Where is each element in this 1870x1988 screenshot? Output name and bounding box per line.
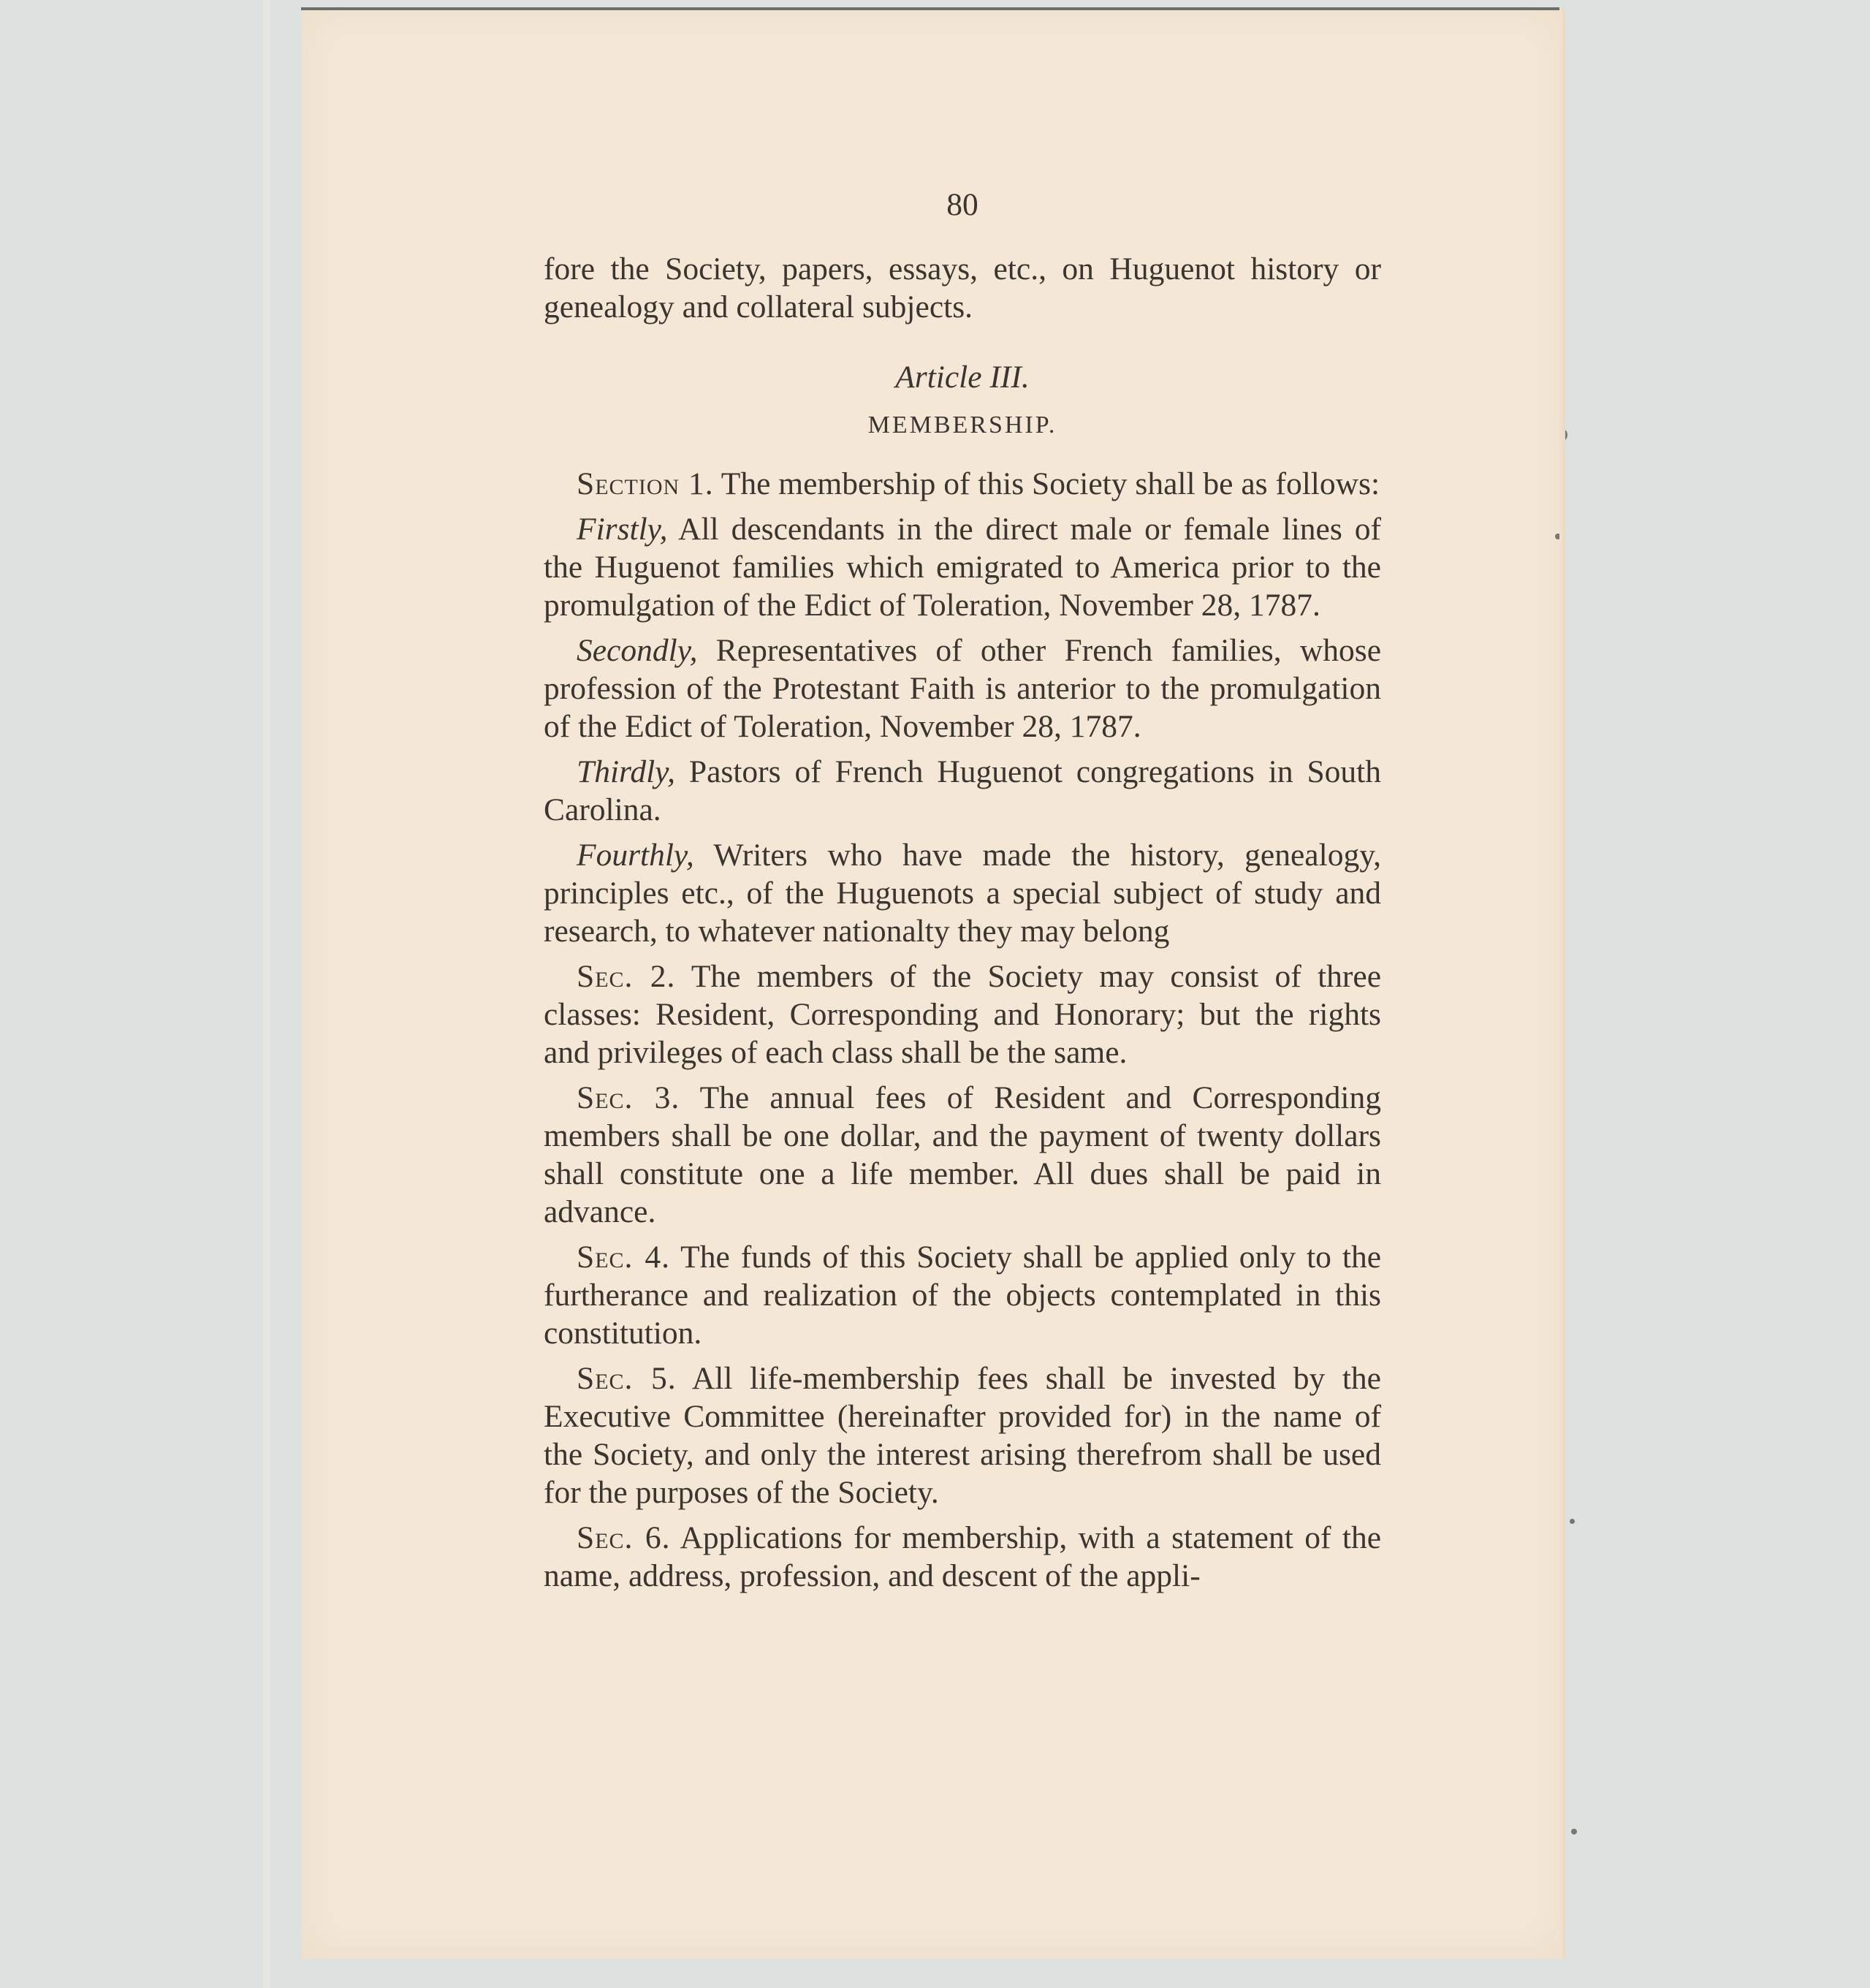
section-label: Sec. 5.	[577, 1361, 677, 1396]
book-page	[301, 7, 1565, 1959]
continuation-paragraph: fore the Society, papers, essays, etc., on Huguenot history or genealogy and collateral subjects.	[544, 251, 1381, 325]
section-heading: MEMBERSHIP.	[867, 411, 1057, 439]
paragraph-text: Representatives of other French families, whose profession of the Protestant Faith is anterior to the promulgation of the Edict of Toleration, November 28, 1787.	[544, 633, 1381, 744]
paragraph-lead: Fourthly,	[577, 838, 694, 873]
paragraph-text: The membership of this Society shall be as follows:	[721, 466, 1380, 501]
section-label: Section 1.	[577, 466, 714, 501]
paragraph-text: The annual fees of Resident and Corresponding members shall be one dollar, and the payment of twenty dollars shall constitute one a life member. All dues shall be paid in advance.	[544, 1080, 1382, 1229]
section-6-paragraph	[544, 1519, 1381, 1595]
paragraph-lead: Firstly,	[577, 512, 668, 547]
fourthly-paragraph	[544, 836, 1381, 950]
scan-background-strip	[263, 0, 270, 1988]
margin-speck	[1555, 534, 1561, 539]
margin-speck	[1570, 1519, 1575, 1524]
paragraph-lead: Thirdly,	[577, 754, 675, 789]
section-4-paragraph	[544, 1238, 1381, 1352]
paragraph-text: All descendants in the direct male or female lines of the Huguenot families which emigrated to America prior to the promulgation of the Edict of Toleration, November 28, 1787.	[544, 512, 1381, 623]
section-label: Sec. 4.	[577, 1240, 670, 1275]
section-5-paragraph	[544, 1359, 1381, 1511]
section-label: Sec. 2.	[577, 959, 676, 994]
paragraph-lead: Secondly,	[577, 633, 698, 668]
section-3-paragraph	[544, 1079, 1381, 1231]
paragraph-text: The funds of this Society shall be applied only to the furtherance and realization of the objects contemplated in this constitution.	[544, 1240, 1382, 1351]
section-2-paragraph	[544, 957, 1381, 1071]
secondly-paragraph	[544, 631, 1381, 746]
page-text	[544, 183, 1381, 1602]
firstly-paragraph	[544, 510, 1381, 624]
paragraph-text: All life-membership fees shall be invested by the Executive Committee (hereinafter provided for) in the name of the Society, and only the interest arising therefrom shall be used for the purposes of the Society.	[544, 1361, 1381, 1510]
article-title: Article III.	[895, 360, 1030, 395]
page-number: 80	[946, 187, 978, 222]
paragraph-text: Applications for membership, with a statement of the name, address, profession, and descent of the appli-	[544, 1520, 1381, 1593]
margin-speck	[1571, 1829, 1577, 1835]
section-label: Sec. 3.	[577, 1080, 680, 1115]
section-1-paragraph	[544, 465, 1381, 503]
paragraph-text: Writers who have made the history, genealogy, principles etc., of the Huguenots a special subject of study and research, to whatever nationalty they may belong	[544, 838, 1381, 949]
section-label: Sec. 6.	[577, 1520, 671, 1555]
paragraph-text: Pastors of French Huguenot congregations in South Carolina.	[544, 754, 1382, 827]
margin-speck	[1561, 430, 1567, 440]
thirdly-paragraph	[544, 753, 1381, 829]
paragraph-text: The members of the Society may consist of three classes: Resident, Corresponding and Honorary; but the rights and privileges of each class shall be the same.	[544, 959, 1382, 1070]
